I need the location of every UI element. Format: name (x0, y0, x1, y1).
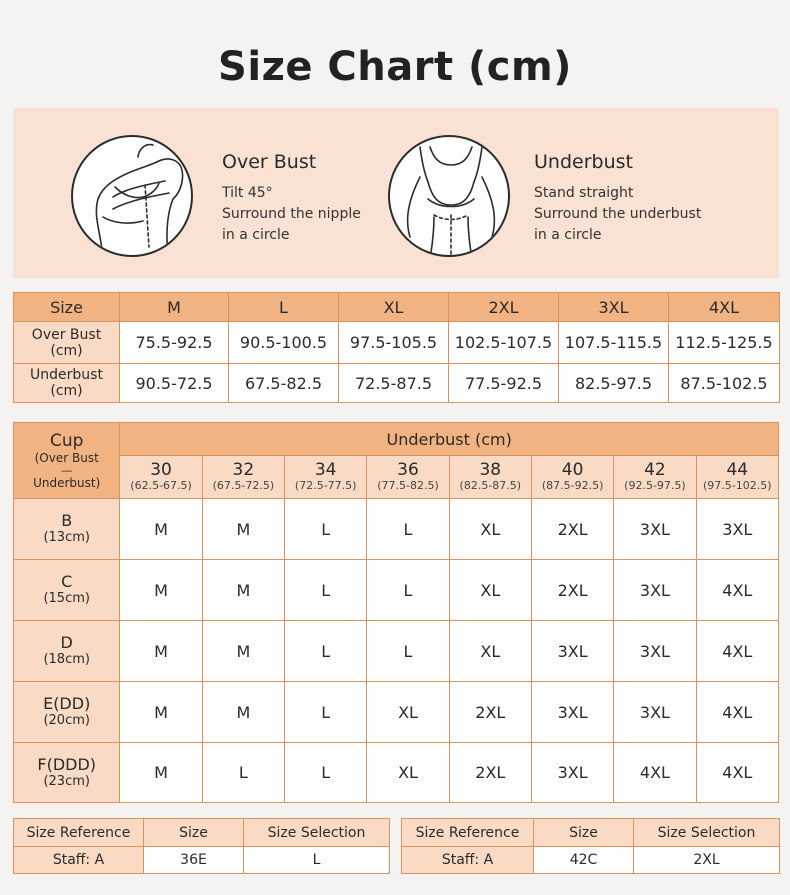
cup-corner-line2: Underbust) (33, 475, 101, 490)
reference-selection: 2XL (634, 847, 780, 874)
reference-size: 36E (144, 847, 244, 874)
reference-selection: L (244, 847, 390, 874)
table-cell: XL (449, 499, 531, 560)
table-cell: 4XL (696, 743, 778, 803)
table-cell: 90.5-72.5 (120, 364, 229, 403)
table-cell: L (285, 621, 367, 682)
reference-header: Size Selection (244, 819, 390, 847)
table-cell: 3XL (614, 682, 696, 743)
table-row (14, 560, 779, 621)
size-table (13, 292, 780, 403)
band-range: (97.5-102.5) (703, 479, 772, 492)
band-range: (67.5-72.5) (212, 479, 275, 492)
over-bust-title: Over Bust (222, 151, 317, 173)
band-value: 30 (150, 460, 172, 480)
cup-label (14, 499, 120, 560)
size-reference-table-right (401, 818, 780, 874)
cup-difference: (13cm) (43, 530, 90, 545)
band-value: 36 (397, 460, 419, 480)
band-header-row (14, 456, 779, 499)
table-cell: 4XL (614, 743, 696, 803)
over-bust-illustration (71, 135, 193, 257)
cup-label (14, 743, 120, 803)
band-header-cell (367, 456, 449, 499)
reference-header: Size (144, 819, 244, 847)
cup-difference: (20cm) (43, 713, 90, 728)
table-cell: M (120, 743, 202, 803)
table-cell: 4XL (696, 682, 778, 743)
table-cell: 67.5-82.5 (229, 364, 339, 403)
cup-name: E(DD) (43, 694, 91, 713)
band-value: 42 (644, 460, 666, 480)
table-cell: 3XL (614, 560, 696, 621)
table-cell: 77.5-92.5 (449, 364, 559, 403)
table-cell: M (202, 560, 284, 621)
row-label-name: Over Bust (31, 326, 102, 343)
size-header-cell: L (229, 293, 339, 322)
band-value: 40 (561, 460, 584, 480)
table-cell: M (202, 682, 284, 743)
band-range: (72.5-77.5) (294, 479, 357, 492)
row-label-name: Underbust (30, 367, 103, 383)
size-header-cell: M (120, 293, 229, 322)
reference-staff: Staff: A (402, 847, 534, 874)
table-cell: 4XL (696, 560, 778, 621)
table-cell: 107.5-115.5 (559, 322, 669, 364)
over-bust-step-3: in a circle (222, 227, 290, 243)
size-reference-table-left (13, 818, 390, 874)
table-row (14, 621, 779, 682)
reference-header: Size (534, 819, 634, 847)
table-row (14, 364, 780, 403)
measurement-guide (13, 108, 779, 278)
band-range: (77.5-82.5) (377, 479, 439, 492)
table-cell: 2XL (449, 682, 531, 743)
band-header-cell (531, 456, 613, 499)
table-cell: 102.5-107.5 (449, 322, 559, 364)
table-cell: M (120, 621, 202, 682)
reference-header-row (402, 819, 780, 847)
table-cell: M (120, 682, 202, 743)
row-label (14, 322, 120, 364)
table-cell: M (120, 560, 202, 621)
cup-name: C (61, 572, 73, 591)
cup-corner-title: Cup (49, 430, 84, 451)
cup-label (14, 621, 120, 682)
reference-header: Size Reference (402, 819, 534, 847)
underbust-title: Underbust (534, 151, 633, 173)
table-cell: M (202, 499, 284, 560)
table-cell: 90.5-100.5 (229, 322, 339, 364)
table-row (14, 322, 780, 364)
table-row (14, 743, 779, 803)
cup-name: D (60, 633, 73, 652)
cup-corner-line1: (Over Bust (34, 450, 99, 465)
table-cell: XL (449, 621, 531, 682)
size-table-header (14, 293, 780, 322)
table-cell: 72.5-87.5 (339, 364, 449, 403)
cup-size-table (13, 422, 779, 803)
cup-corner-dash: — (61, 463, 73, 477)
size-header-cell: 2XL (449, 293, 559, 322)
band-header-cell (285, 456, 367, 499)
band-header-cell (614, 456, 696, 499)
table-cell: 3XL (614, 621, 696, 682)
table-cell: 82.5-97.5 (559, 364, 669, 403)
table-cell: L (285, 743, 367, 803)
reference-row (14, 847, 390, 874)
table-cell: 87.5-102.5 (669, 364, 780, 403)
underbust-step-2: Surround the underbust (534, 206, 702, 222)
size-header-cell: 3XL (559, 293, 669, 322)
band-value: 38 (479, 460, 502, 480)
table-cell: L (285, 560, 367, 621)
band-value: 32 (232, 460, 255, 480)
reference-header-row (14, 819, 390, 847)
cup-table-header (14, 423, 779, 456)
band-header-cell (120, 456, 202, 499)
underbust-step-1: Stand straight (534, 185, 634, 201)
band-header-cell (202, 456, 284, 499)
over-bust-step-1: Tilt 45° (222, 185, 273, 201)
table-cell: 3XL (614, 499, 696, 560)
cup-label (14, 682, 120, 743)
cup-difference: (23cm) (43, 773, 90, 789)
band-range: (92.5-97.5) (624, 479, 686, 492)
table-cell: L (367, 621, 449, 682)
size-header-cell: XL (339, 293, 449, 322)
band-range: (87.5-92.5) (541, 479, 604, 492)
cup-name: B (61, 511, 73, 530)
reference-header: Size Selection (634, 819, 780, 847)
table-cell: L (285, 682, 367, 743)
underbust-illustration (388, 135, 510, 257)
reference-header: Size Reference (14, 819, 144, 847)
row-label (14, 364, 120, 403)
underbust-figure-icon (390, 137, 510, 257)
underbust-header: Underbust (cm) (120, 423, 779, 456)
table-cell: XL (449, 560, 531, 621)
over-bust-figure-icon (73, 137, 193, 257)
underbust-step-3: in a circle (534, 227, 602, 243)
reference-staff: Staff: A (14, 847, 144, 874)
cup-label (14, 560, 120, 621)
table-cell: 3XL (531, 682, 613, 743)
table-cell: L (285, 499, 367, 560)
band-value: 44 (726, 460, 749, 480)
table-cell: 3XL (531, 621, 613, 682)
size-header-label: Size (14, 293, 120, 322)
cup-difference: (15cm) (43, 591, 90, 606)
table-row (14, 499, 779, 560)
table-row (14, 682, 779, 743)
cup-rows (14, 499, 779, 803)
table-cell: XL (367, 682, 449, 743)
table-cell: 4XL (696, 621, 778, 682)
table-cell: 75.5-92.5 (120, 322, 229, 364)
table-cell: 2XL (531, 560, 613, 621)
band-range: (62.5-67.5) (130, 479, 192, 492)
table-cell: M (120, 499, 202, 560)
table-cell: M (202, 621, 284, 682)
table-cell: 2XL (449, 743, 531, 803)
table-cell: 3XL (696, 499, 778, 560)
size-header-cell: 4XL (669, 293, 780, 322)
band-value: 34 (314, 460, 337, 480)
band-header-cell (696, 456, 778, 499)
band-header-cell (449, 456, 531, 499)
table-cell: L (367, 560, 449, 621)
table-cell: 112.5-125.5 (669, 322, 780, 364)
table-cell: 97.5-105.5 (339, 322, 449, 364)
page-title: Size Chart (cm) (218, 44, 572, 90)
row-label-unit: (cm) (50, 383, 83, 399)
table-cell: 2XL (531, 499, 613, 560)
over-bust-step-2: Surround the nipple (222, 206, 361, 222)
table-cell: XL (367, 743, 449, 803)
reference-row (402, 847, 780, 874)
band-range: (82.5-87.5) (459, 479, 522, 492)
cup-corner-label (14, 423, 120, 499)
row-label-unit: (cm) (50, 342, 83, 359)
cup-difference: (18cm) (43, 652, 90, 667)
table-cell: L (367, 499, 449, 560)
table-cell: L (202, 743, 284, 803)
cup-name: F(DDD) (37, 754, 97, 774)
reference-size: 42C (534, 847, 634, 874)
table-cell: 3XL (531, 743, 613, 803)
